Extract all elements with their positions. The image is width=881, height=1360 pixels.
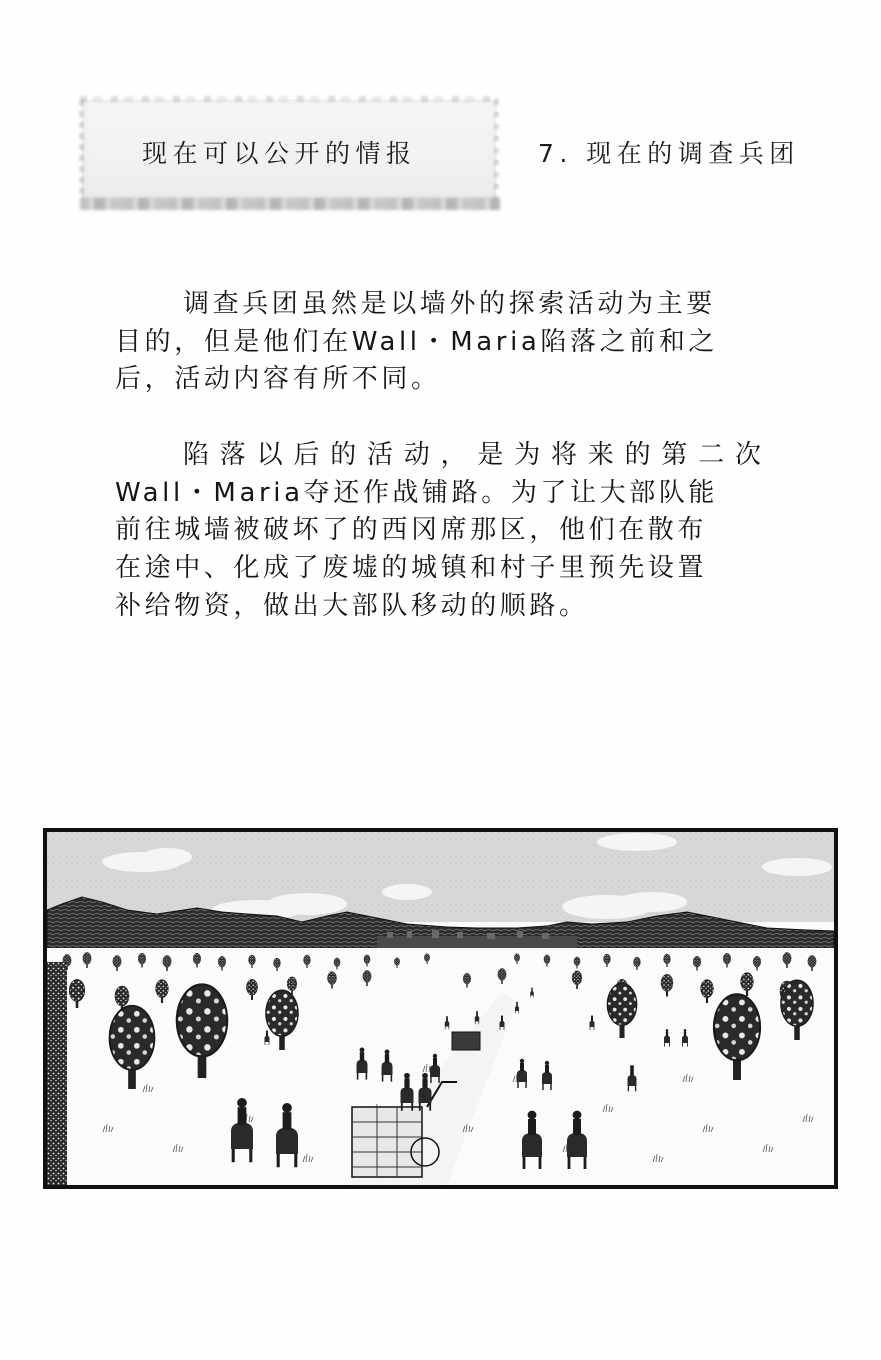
text-line: 前往城墙被破坏了的西冈席那区，他们在散布 bbox=[115, 515, 708, 546]
landscape-illustration bbox=[47, 832, 834, 1185]
text-line: 陷落以后的活动，是为将来的第二次 bbox=[183, 440, 772, 470]
text-line: Wall・Maria夺还作战铺路。为了让大部队能 bbox=[115, 477, 719, 508]
text-line: 调查兵团虽然是以墙外的探索活动为主要 bbox=[183, 289, 716, 319]
section-title: 7. 现在的调查兵团 bbox=[538, 139, 800, 168]
text-line: 补给物资，做出大部队移动的顺路。 bbox=[115, 590, 589, 621]
paragraph-2 bbox=[115, 437, 775, 626]
torn-edge-left bbox=[79, 100, 84, 200]
section-label: 现在可以公开的情报 bbox=[142, 139, 417, 168]
distant-wagon bbox=[452, 1032, 480, 1050]
paragraph-1 bbox=[115, 286, 775, 399]
sky bbox=[47, 832, 834, 922]
illustration-panel bbox=[43, 828, 838, 1189]
text-line: 目的，但是他们在Wall・Maria陷落之前和之 bbox=[115, 326, 719, 357]
torn-edge-right bbox=[494, 100, 499, 200]
text-line: 在途中、化成了废墟的城镇和村子里预先设置 bbox=[115, 553, 708, 584]
text-line: 后，活动内容有所不同。 bbox=[115, 364, 441, 395]
edge-foliage bbox=[47, 962, 67, 1185]
